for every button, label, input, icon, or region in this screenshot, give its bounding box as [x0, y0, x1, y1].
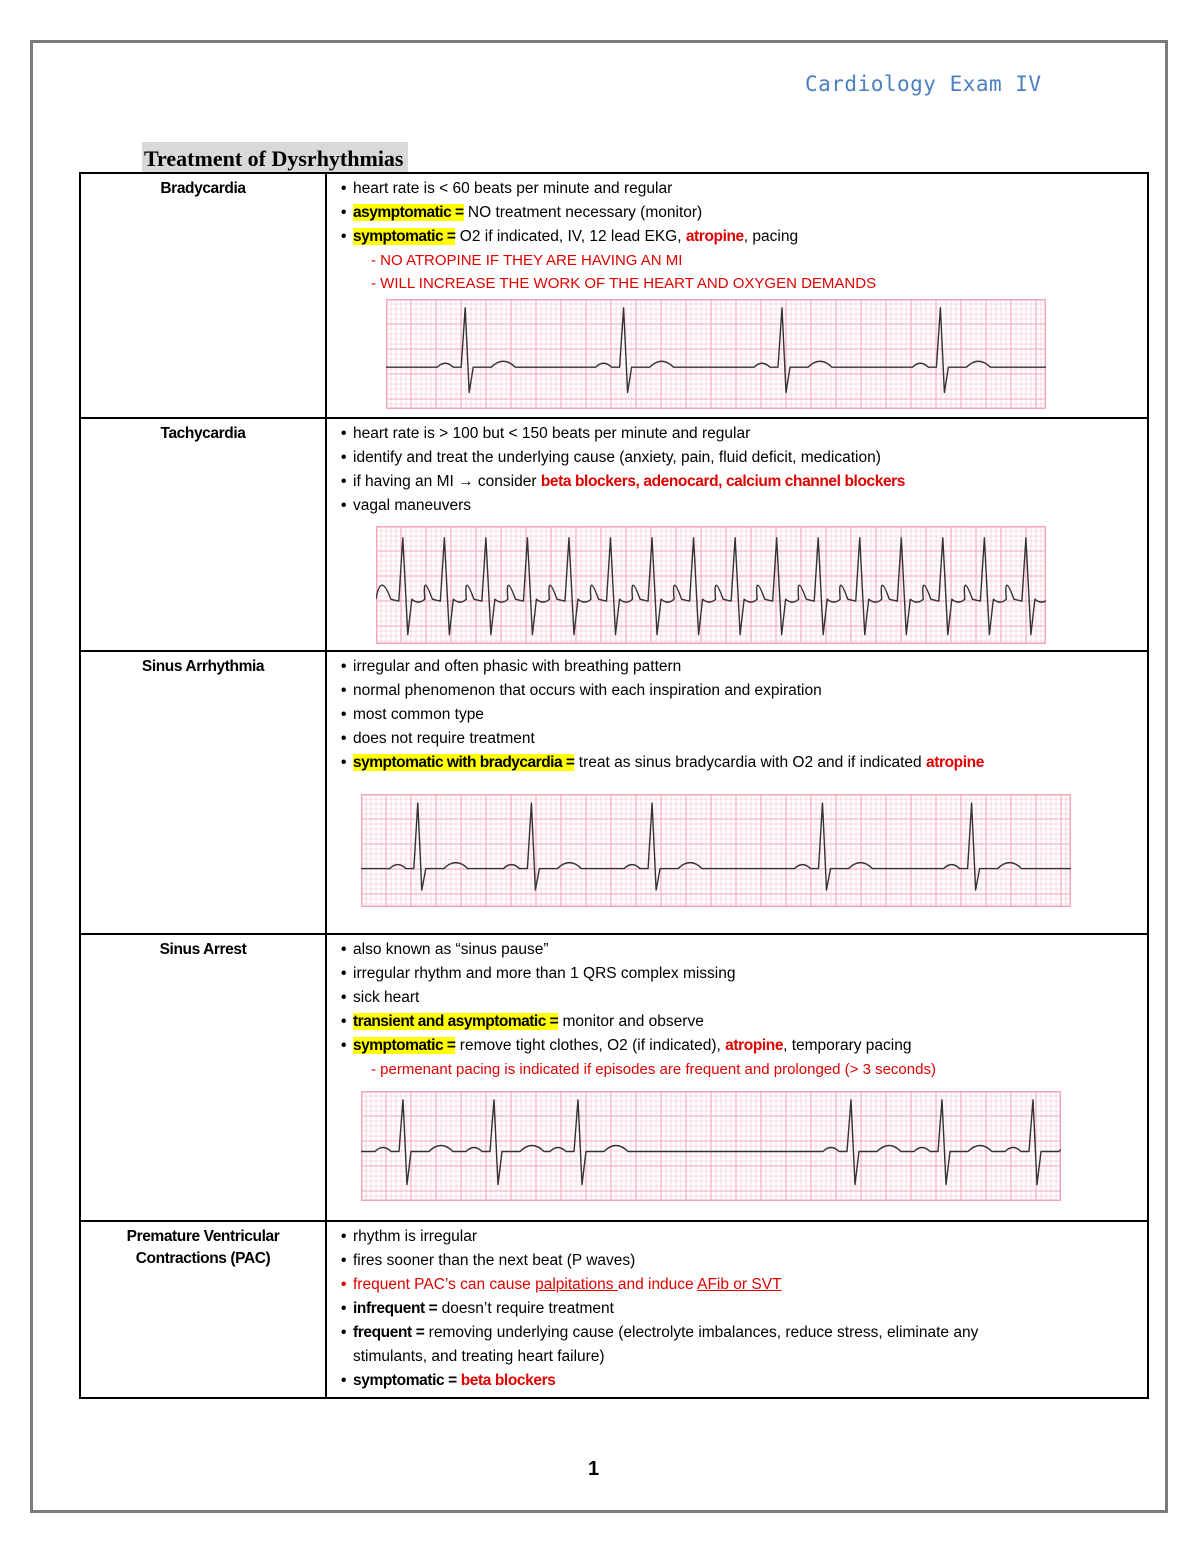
list-item: • frequent PAC’s can cause palpitations and induce AFib or SVT — [341, 1276, 782, 1293]
row-content — [326, 934, 1148, 1221]
list-item: • symptomatic = O2 if indicated, IV, 12 lead EKG, atropine, pacing — [341, 228, 799, 245]
row-label: Sinus Arrhythmia — [80, 651, 326, 934]
list-item: • irregular rhythm and more than 1 QRS complex missing — [341, 965, 736, 982]
list-item: • symptomatic with bradycardia = treat as sinus bradycardia with O2 and if indicated atropine — [341, 754, 984, 771]
ekg-strip-bradycardia — [386, 299, 1046, 409]
list-item: • transient and asymptomatic = monitor and observe — [341, 1013, 704, 1030]
table-row — [80, 1221, 1148, 1398]
table-row — [80, 934, 1148, 1221]
row-content — [326, 651, 1148, 934]
list-item: • heart rate is > 100 but < 150 beats per minute and regular — [341, 425, 751, 442]
list-item: • fires sooner than the next beat (P waves) — [341, 1252, 636, 1269]
row-content — [326, 418, 1148, 651]
list-item: • frequent = removing underlying cause (electrolyte imbalances, reduce stress, eliminate any — [341, 1324, 979, 1341]
ekg-strip-tachycardia — [376, 526, 1046, 644]
row-label: Premature Ventricular Contractions (PAC) — [80, 1221, 326, 1398]
page-number: 1 — [588, 1458, 600, 1480]
table-row — [80, 173, 1148, 418]
list-item: • symptomatic = remove tight clothes, O2 (if indicated), atropine, temporary pacing — [341, 1037, 912, 1054]
row-label: Tachycardia — [80, 418, 326, 651]
table-row — [80, 651, 1148, 934]
list-item: • vagal maneuvers — [341, 497, 472, 514]
list-item: • identify and treat the underlying cause (anxiety, pain, fluid deficit, medication) — [341, 449, 881, 466]
list-item: • normal phenomenon that occurs with each inspiration and expiration — [341, 682, 822, 699]
row-label: Bradycardia — [80, 173, 326, 418]
page-header: Cardiology Exam IV — [805, 72, 1042, 96]
dysrhythmia-table — [79, 172, 1149, 1399]
list-item: • sick heart — [341, 989, 420, 1006]
list-item: • does not require treatment — [341, 730, 535, 747]
document-title: Treatment of Dysrhythmias — [142, 142, 408, 174]
row-content — [326, 1221, 1148, 1398]
list-item: • rhythm is irregular — [341, 1228, 478, 1245]
table-row — [80, 418, 1148, 651]
list-item-continuation: stimulants, and treating heart failure) — [353, 1348, 605, 1365]
row-content — [326, 173, 1148, 418]
sub-note: - WILL INCREASE THE WORK OF THE HEART AND OXYGEN DEMANDS — [371, 275, 877, 292]
row-label: Sinus Arrest — [80, 934, 326, 1221]
list-item: • infrequent = doesn’t require treatment — [341, 1300, 614, 1317]
list-item: • heart rate is < 60 beats per minute and regular — [341, 180, 673, 197]
sub-note: - permenant pacing is indicated if episodes are frequent and prolonged (> 3 seconds) — [371, 1061, 936, 1078]
list-item: • asymptomatic = NO treatment necessary (monitor) — [341, 204, 703, 221]
list-item: • if having an MI → consider beta blockers, adenocard, calcium channel blockers — [341, 473, 906, 490]
list-item: • symptomatic = beta blockers — [341, 1372, 556, 1389]
list-item: • also known as “sinus pause” — [341, 941, 549, 958]
list-item: • most common type — [341, 706, 484, 723]
ekg-strip-sinus-arrest — [361, 1091, 1061, 1201]
list-item: • irregular and often phasic with breathing pattern — [341, 658, 682, 675]
ekg-strip-sinus-arrhythmia — [361, 794, 1071, 907]
sub-note: - NO ATROPINE IF THEY ARE HAVING AN MI — [371, 252, 683, 269]
